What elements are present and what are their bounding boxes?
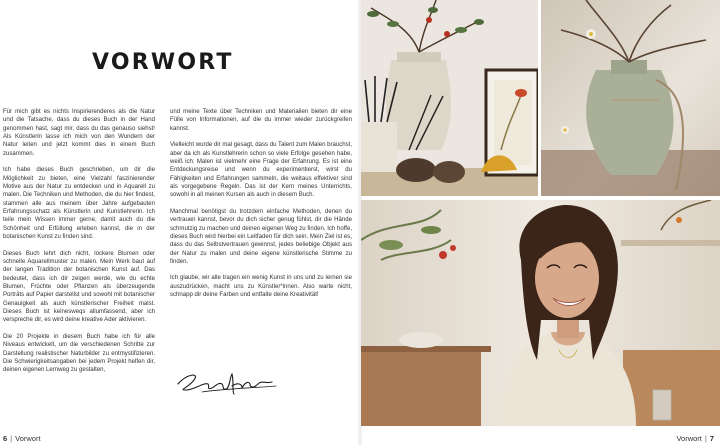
page-number-right: 7 bbox=[709, 434, 714, 443]
paragraph: Dieses Buch lehrt dich nicht, lockere Blumen oder schnelle Aquarellmuster zu malen. Mein Werk baut auf der langen Tradition der botanischen Kunst auf. Das bedeutet, dass ich dir zeigen werde, wie du echte Blumen, Früchte oder Pflanzen als überzeugende Porträts auf Papier darstellst und sowohl mit botanischer Genauigkeit als auch künstlerischer Freiheit malst. Dieses Buch ist keinesweqs allumfassend, aber ich verspreche dir, es wird deine kreative Ader aktivieren. bbox=[3, 250, 155, 324]
page-number-left: 6 bbox=[3, 434, 8, 443]
footer-separator: | bbox=[704, 434, 707, 443]
footer-section-label: Vorwort bbox=[676, 434, 702, 443]
page-title: VORWORT bbox=[92, 50, 234, 75]
footer-separator: | bbox=[10, 434, 13, 443]
photo-vase-brushes bbox=[361, 0, 538, 196]
paragraph: Die 20 Projekte in diesem Buch habe ich für alle Niveaus entwickelt, um die verschiedenen Schritte zur Darstellung realistischer Naturbilder zu entmystifizieren. Die Schwierigkeitsangaben bei jedem Projekt helfen dir, deinen eigenen Lernweg zu gestalten, bbox=[3, 333, 155, 374]
text-column-left bbox=[3, 108, 155, 383]
footer-section-label: Vorwort bbox=[15, 434, 41, 443]
paragraph: Für mich gibt es nichts Inspirierenderes als die Natur und die Tatsache, dass du dieses Buch in der Hand genommen hast, sagt mir, dass du das genauso siehst! Als Künstlerin lasse ich mich von den Wundern der Natur leiten und jetzt kommt dies in einem Buch zusammen. bbox=[3, 109, 155, 157]
signature-sophie bbox=[172, 362, 282, 396]
photo-green-vase bbox=[541, 0, 720, 196]
photo-artist-portrait bbox=[361, 200, 720, 426]
paragraph: Manchmal benötigst du trotzdem einfache Methoden, denen du vertrauen kannst, bevor du dich sicher genug fühlst, dir die Hände schmutzig zu machen und deinen eigenen Weg zu finden. Ich hoffe, dieses Buch wird hierbei ein Leitfaden für dich sein. Mein Ziel ist es, dass du das Selbstvertrauen gewinnst, jedes beliebige Objekt aus der Natur zu malen und deine eigene künstlerische Stimme zu finden. bbox=[170, 208, 352, 265]
text-column-right bbox=[170, 108, 352, 308]
footer-left bbox=[3, 434, 41, 443]
paragraph: Ich habe dieses Buch geschrieben, um dir die Möglichkeit zu bieten, eine Vielzahl faszinierender Motive aus der Natur zu entdecken und in Aquarell zu malen. Die Techniken und Methoden, die du hier findest, stammen alle aus meinem über Jahre aufgebauten Erfahrungsschatz als Künstlerin und Kunstlehrerin. Ich teile mein Wissen immer gerne, damit auch du die Schönheit und Erfüllung erleben kannst, die in der botanischen Kunst zu finden sind. bbox=[3, 167, 155, 240]
paragraph: und meine Texte über Techniken und Materialien bieten dir eine Fülle von Informationen, auf die du immer wieder zurückgreifen kannst. bbox=[170, 109, 352, 132]
footer-right bbox=[676, 434, 714, 443]
paragraph: Vielleicht wurde dir mal gesagt, dass du Talent zum Malen brauchst, aber da ich als Kunstlehrerin schon so viele Erfolge gesehen habe, weiß ich: Malen ist vielmehr eine Frage der Erfahrung. Es ist eine Entdeckungsreise und wenn du experimentierst, wirst du Fähigkeiten und Erfahrungen sammeln, die weitaus effektiver sind als vorgegebene Regeln. Das ist der Kern meines Unterrichts, sowohl in all meinen Kursen als auch in diesem Buch. bbox=[170, 142, 352, 199]
paragraph: Ich glaube, wir alle tragen ein wenig Kunst in uns und zu lernen sie auszudrücken, macht uns zu Künstler*innen. Also warte nicht, schnapp dir deine Farben und entfalte deine Kreativität! bbox=[170, 275, 352, 299]
